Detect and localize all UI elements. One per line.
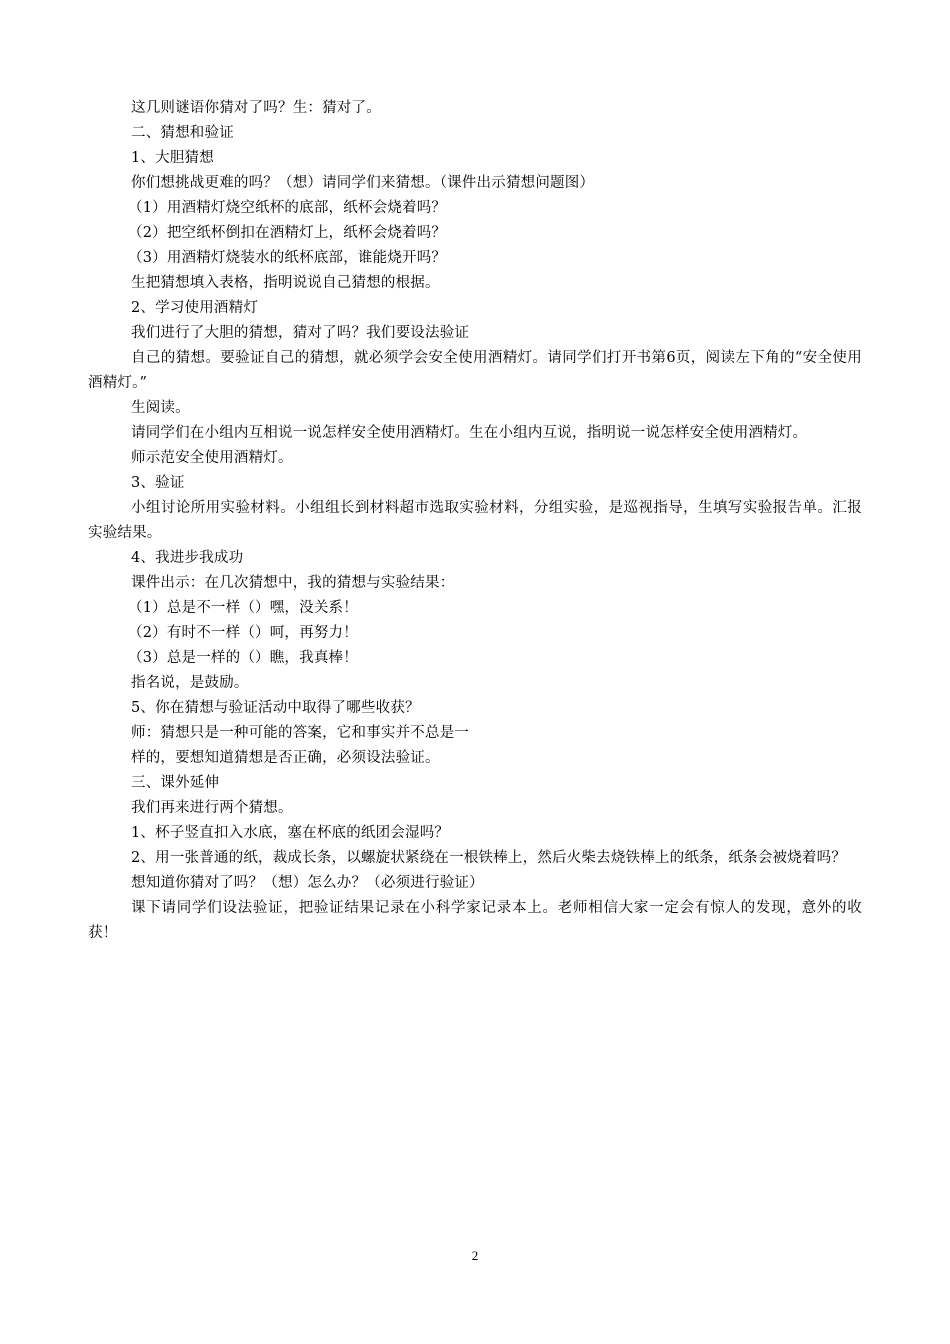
paragraph: 请同学们在小组内互相说一说怎样安全使用酒精灯。生在小组内互说，指明说一说怎样安全使用酒精灯。 [131,425,808,441]
paragraph: 课下请同学们设法验证，把验证结果记录在小科学家记录本上。老师相信大家一定会有惊人的发现，意外的收获！ [88,900,862,941]
page-number: 2 [471,1248,479,1263]
paragraph: 师：猜想只是一种可能的答案，它和事实并不总是一 [131,725,470,741]
paragraph: 生阅读。 [131,400,190,416]
list-item: （2）把空纸杯倒扣在酒精灯上，纸杯会烧着吗？ [128,225,447,241]
subsection-heading: 5、你在猜想与验证活动中取得了哪些收获？ [131,700,420,716]
subsection-heading: 1、大胆猜想 [131,150,214,166]
paragraph: 生把猜想填入表格，指明说说自己猜想的根据。 [131,275,440,291]
paragraph: 想知道你猜对了吗？（想）怎么办？（必须进行验证） [131,875,484,891]
list-item: 1、杯子竖直扣入水底，塞在杯底的纸团会湿吗？ [131,825,450,841]
paragraph: 师示范安全使用酒精灯。 [131,450,293,466]
paragraph: 我们再来进行两个猜想。 [131,800,293,816]
list-item: （2）有时不一样（）呵，再努力！ [128,625,358,641]
paragraph: 指名说，是鼓励。 [131,675,249,691]
paragraph: 样的，要想知道猜想是否正确，必须设法验证。 [131,750,440,766]
subsection-heading: 2、学习使用酒精灯 [131,300,259,316]
paragraph: 自己的猜想。要验证自己的猜想，就必须学会安全使用酒精灯。请同学们打开书第6页，阅读左下角的“安全使用酒精灯。” [88,350,862,391]
subsection-heading: 4、我进步我成功 [131,550,244,566]
list-item: （3）用酒精灯烧装水的纸杯底部，谁能烧开吗？ [128,250,447,266]
section-heading: 二、猜想和验证 [131,125,234,141]
paragraph: 我们进行了大胆的猜想，猜对了吗？我们要设法验证 [131,325,470,341]
paragraph: 课件出示：在几次猜想中，我的猜想与实验结果： [131,575,455,591]
section-heading: 三、课外延伸 [131,775,220,791]
paragraph: 这几则谜语你猜对了吗？生：猜对了。 [131,100,381,116]
paragraph: 你们想挑战更难的吗？（想）请同学们来猜想。（课件出示猜想问题图） [131,175,595,191]
list-item: （1）用酒精灯烧空纸杯的底部，纸杯会烧着吗？ [128,200,447,216]
list-item: 2、用一张普通的纸，裁成长条，以螺旋状紧绕在一根铁棒上，然后火柴去烧铁棒上的纸条，纸条会被烧着吗？ [131,850,847,866]
paragraph: 小组讨论所用实验材料。小组组长到材料超市选取实验材料，分组实验，是巡视指导，生填写实验报告单。汇报实验结果。 [88,500,862,541]
document-body [88,96,862,946]
list-item: （3）总是一样的（）瞧，我真棒！ [128,650,358,666]
subsection-heading: 3、验证 [131,475,185,491]
list-item: （1）总是不一样（）嘿，没关系！ [128,600,358,616]
